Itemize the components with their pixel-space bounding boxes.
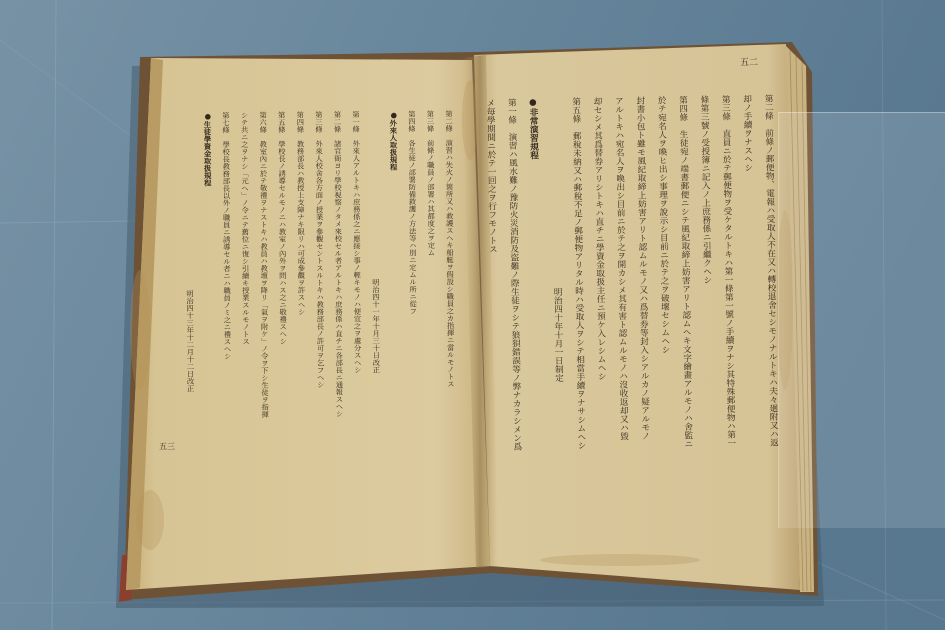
article-line: 第六條 教室內ニ於テ敬禮ヲナストキハ教員ハ教壇ヲ降リ「氣ヲ附ケ」ノ令ヲ下シ生徒ヲ指揮 — [259, 111, 271, 418]
article-line: 第四條 各生徒ノ部署防備救護ノ方法等ハ別ニ定ムル所ニ從フ — [407, 110, 419, 315]
left-page-number: 五三 — [159, 442, 175, 451]
article-line: 第四條 教務部長ハ教授上支障ナキ限リハ可成參觀ヲ許スヘシ — [296, 111, 307, 316]
continuation-line: 却セシメ其爲替券アリシトキハ直チニ學資金取扱主任ニ預ケ入レシムヘシ — [591, 96, 607, 381]
article-line: 第三條 直員ニ於テ郵便物ヲ受ケタルトキハ第一條第一號ノ手續ヲナシ其特殊郵便物ハ第一 — [720, 94, 736, 448]
article-line: 第三條 前條ノ職員ノ部署ハ其都度之ヲ定ム — [426, 110, 437, 257]
article-line: 第二條 演習ハ失火ノ箇所又ハ救護スヘキ船艇ヲ假設シ職員之カ指揮ニ當ルモノトス — [445, 110, 456, 388]
continuation-line: 却ノ手續ヲナスヘシ — [741, 94, 753, 172]
article-line: 第五條 郵稅未納又ハ郵稅不足ノ郵便物アリタル時ハ受取人ヲシテ相當手續ヲナサシムヘシ — [570, 97, 587, 450]
revision-date-line: 明治四十三年十二月十二日改正 — [185, 289, 196, 393]
continuation-line: アルトキハ宛名人ヲ喚出シ目前ニ於テ之ヲ開カシメ其有害ト認ムルモノハ沒收返却又ハ毀 — [613, 96, 629, 441]
section-heading: ●非常演習規程 — [527, 97, 539, 160]
article-line: 第二條 諸官衙ヨリ學校視察ノタメ來校セル者アルトキハ庶務係ハ直チニ各部長ニ通報スヘシ — [333, 110, 345, 418]
continuation-line: 於テ宛名人ヲ喚ヒ出シ事理ヲ說示シ目前ニ於テ之ヲ破壞セシムヘシ — [656, 95, 671, 354]
right-page-number: 五二 — [740, 58, 759, 68]
article-line: 第三條 外來人校舍各方面ノ授業ヲ參觀セントスルトキハ教務部長ノ許可ヲ乞フヘシ — [314, 110, 326, 389]
article-line: 第二條 前條ノ郵便物、電報ハ受取人不在又ハ轉校退舍セシモノナルトキハ夫々廻附又ハ返 — [763, 94, 779, 447]
article-line: 第七條 學校長教務部長以外ノ職員ニ誘導セル者ニハ職員ノミ之ニ禮スヘシ — [221, 111, 233, 360]
continuation-line: シテ共ニ之ヲナシ「元ヘ」ノ令ニテ舊位ニ復シ引續キ授業スルモノトス — [240, 111, 252, 346]
section-heading: ●外來人取扱規程 — [389, 110, 399, 171]
revision-date-line: 明治四十一年十月三十日改正 — [371, 278, 382, 374]
section-heading: ●生徒學資金取扱規程 — [203, 111, 213, 187]
article-line: 第五條 學校長ノ誘導セルモノニハ教室ノ內外ヲ問ハス之ニ敬禮スヘシ — [277, 111, 289, 345]
right-page-text — [478, 94, 784, 467]
article-line: 第一條 演習ハ風水難ノ豫防火災消防及盜難ノ際生徒ヲシテ狼狽錯誤等ノ弊ナカラシメン爲 — [506, 98, 522, 451]
continuation-line: 條第三號ノ受授簿ニ記入ノ上庶務係ニ引繼クヘシ — [698, 95, 712, 285]
article-line: 第四條 生徒宛ノ端書郵便ニシテ風紀取締上妨害アリト認ムヘキ文字繪畫アルモノハ舍監ニ — [677, 95, 693, 449]
continuation-line: メ毎學期間ニ於テ一回之ヲ行フモノトス — [484, 98, 498, 254]
continuation-line: 封書小包ト雖モ風紀取締上妨害アリト認ムルモノ又ハ爲替券等封入シアルカノ疑アルモノ — [634, 96, 651, 441]
enactment-date-line: 明治四十年十月一日制定 — [552, 287, 564, 383]
left-page-text — [178, 110, 460, 434]
article-line: 第一條 外來人アルトキハ庶務係之ニ應接シ事ノ輕キモノハ便宜之ヲ處分スヘシ — [352, 110, 363, 374]
